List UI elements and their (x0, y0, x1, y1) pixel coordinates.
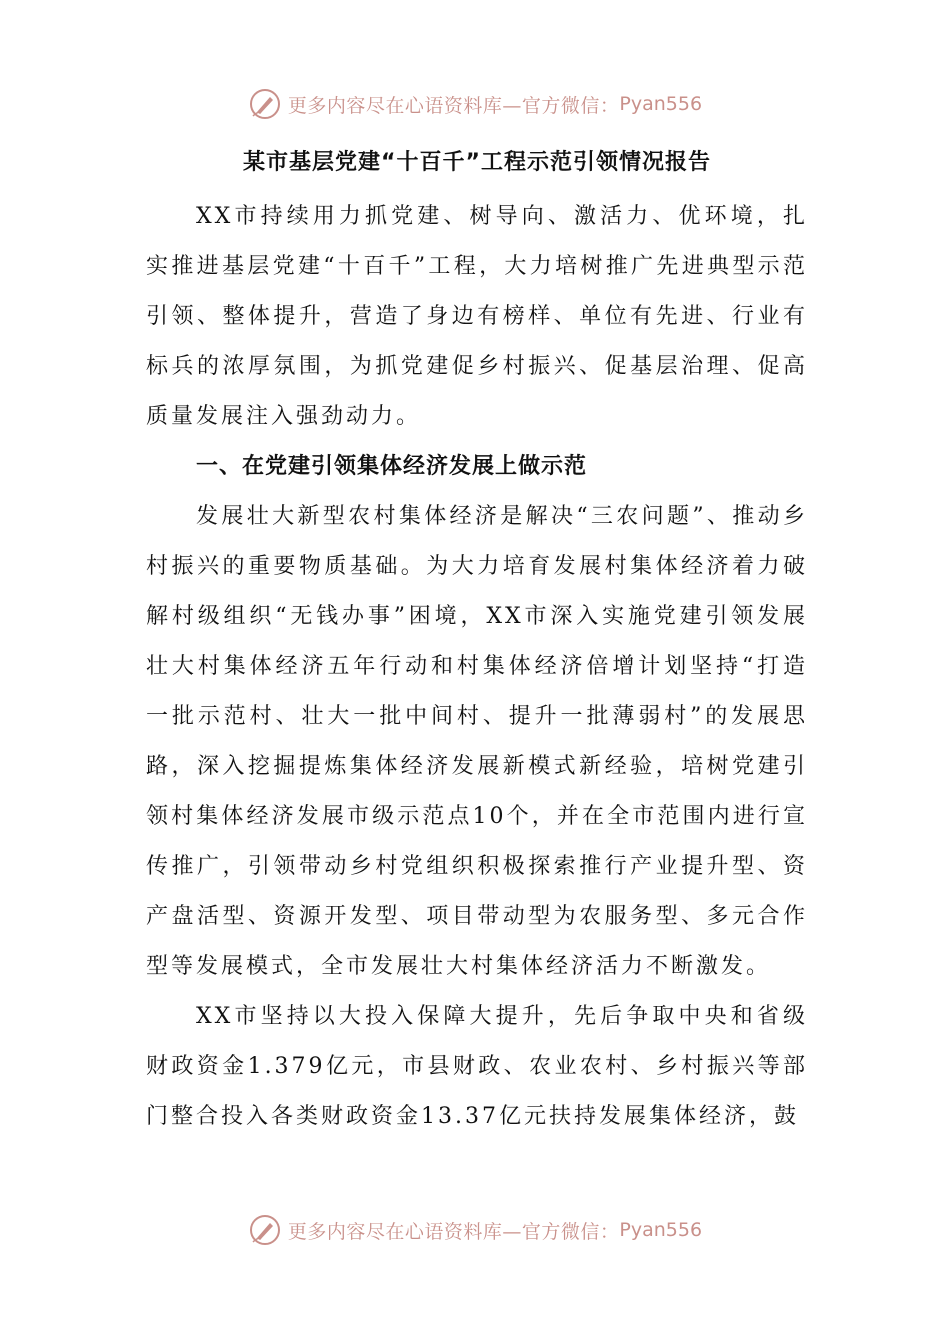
document-body (146, 148, 808, 1142)
header-watermark-banner (0, 82, 950, 126)
pen-quill-icon (248, 87, 282, 121)
pen-quill-icon (248, 1213, 282, 1247)
section-heading: 一、在党建引领集体经济发展上做示范 (196, 454, 588, 479)
banner-text: 更多内容尽在心语资料库—官方微信： (287, 94, 620, 117)
section-paragraph-1: 发展壮大新型农村集体经济是解决“三农问题”、推动乡村振兴的重要物质基础。为大力培育发展村集体经济着力破解村级组织“无钱办事”困境，XX市深入实施党建引领发展壮大村集体经济五年行动和村集体经济倍增计划坚持“打造一批示范村、壮大一批中间村、提升一批薄弱村”的发展思路，深入挖掘提炼集体经济发展新模式新经验，培树党建引领村集体经济发展市级示范点10个，并在全市范围内进行宣传推广，引领带动乡村党组织积极探索推行产业提升型、资产盘活型、资源开发型、项目带动型为农服务型、多元合作型等发展模式，全市发展壮大村集体经济活力不断激发。 (146, 504, 808, 979)
section-paragraph-2: XX市坚持以大投入保障大提升，先后争取中央和省级财政资金1.379亿元，市县财政、农业农村、乡村振兴等部门整合投入各类财政资金13.37亿元扶持发展集体经济，鼓 (146, 1004, 808, 1129)
banner-wechat-id: Pyan556 (619, 93, 703, 115)
intro-paragraph: XX市持续用力抓党建、树导向、激活力、优环境，扎实推进基层党建“十百千”工程，大力培树推广先进典型示范引领、整体提升，营造了身边有榜样、单位有先进、行业有标兵的浓厚氛围，为抓党建促乡村振兴、促基层治理、促高质量发展注入强劲动力。 (146, 204, 808, 429)
banner-wechat-id: Pyan556 (619, 1219, 703, 1241)
banner-text: 更多内容尽在心语资料库—官方微信： (287, 1220, 620, 1243)
footer-watermark-banner (0, 1208, 950, 1252)
document-title: 某市基层党建“十百千”工程示范引领情况报告 (243, 150, 711, 175)
